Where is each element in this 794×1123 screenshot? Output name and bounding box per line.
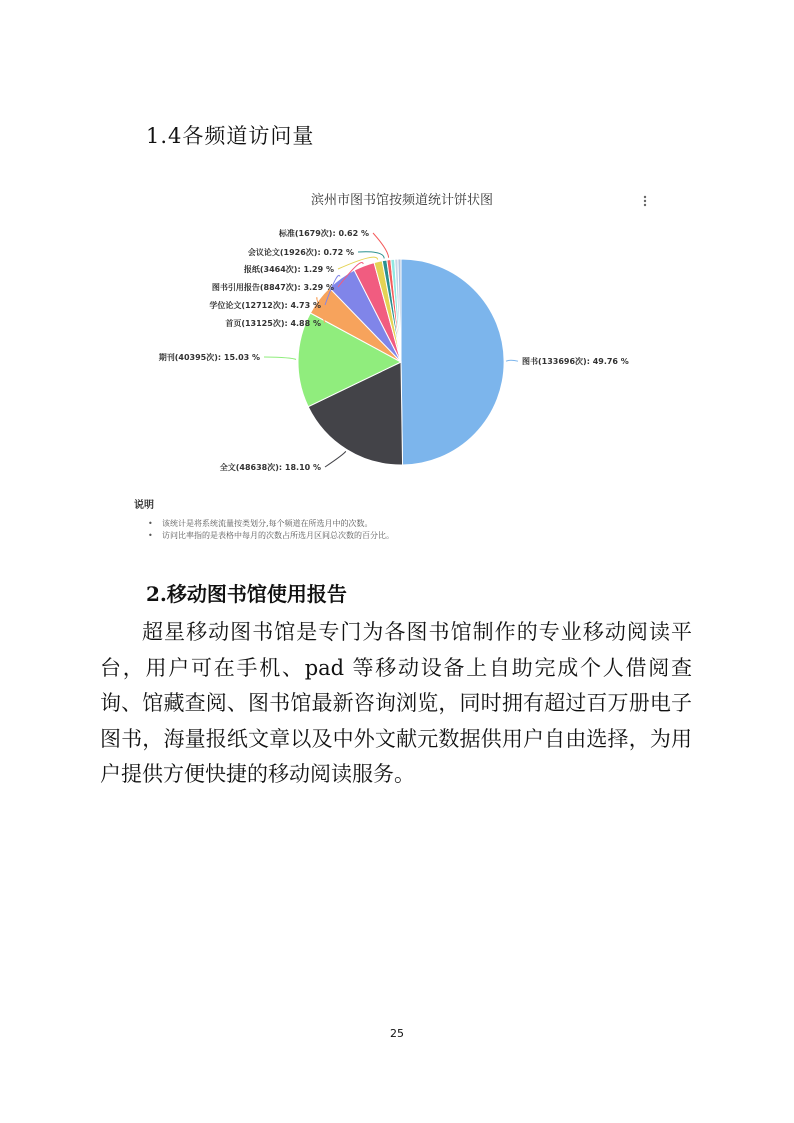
- pie-connector-1: [325, 451, 346, 467]
- page-number: 25: [390, 1027, 404, 1040]
- notes-item: • 访问比率指的是表格中每月的次数占所选月区间总次数的百分比。: [152, 530, 694, 542]
- notes-section: [134, 496, 694, 542]
- pie-chart-svg: [140, 180, 660, 490]
- pie-label-1: 全文(48638次): 18.10 %: [219, 463, 321, 472]
- pie-connector-0: [506, 360, 518, 361]
- notes-item: • 该统计是将系统流量按类划分,每个频道在所选月中的次数。: [152, 518, 694, 530]
- chart-title: 滨州市图书馆按频道统计饼状图: [310, 193, 494, 208]
- vertical-dots-icon[interactable]: [644, 196, 646, 206]
- pie-connector-2: [264, 357, 296, 360]
- notes-list: [134, 518, 694, 542]
- pie-chart: [140, 180, 660, 490]
- pie-label-5: 图书引用报告(8847次): 3.29 %: [211, 283, 334, 292]
- body-paragraph: 超星移动图书馆是专门为各图书馆制作的专业移动阅读平台，用户可在手机、pad 等移动设备上自助完成个人借阅查询、馆藏查阅、图书馆最新咨询浏览，同时拥有超过百万册电子图书，海量报纸文章以及中外文献元数据供用户自由选择，为用户提供方便快捷的移动阅读服务。: [100, 620, 692, 787]
- pie-label-0: 图书(133696次): 49.76 %: [522, 357, 629, 367]
- pie-label-3: 首页(13125次): 4.88 %: [225, 319, 321, 328]
- pie-label-4: 学位论文(12712次): 4.73 %: [209, 301, 321, 310]
- pie-label-8: 标准(1679次): 0.62 %: [278, 229, 369, 238]
- notes-title: 说明: [134, 500, 154, 511]
- pie-slice-0[interactable]: [401, 259, 504, 465]
- section-heading: 1.4各频道访问量: [146, 124, 315, 148]
- pie-label-7: 会议论文(1926次): 0.72 %: [247, 248, 354, 257]
- report-title: 2.移动图书馆使用报告: [146, 582, 347, 606]
- pie-label-6: 报纸(3464次): 1.29 %: [243, 265, 334, 274]
- pie-label-2: 期刊(40395次): 15.03 %: [158, 353, 260, 362]
